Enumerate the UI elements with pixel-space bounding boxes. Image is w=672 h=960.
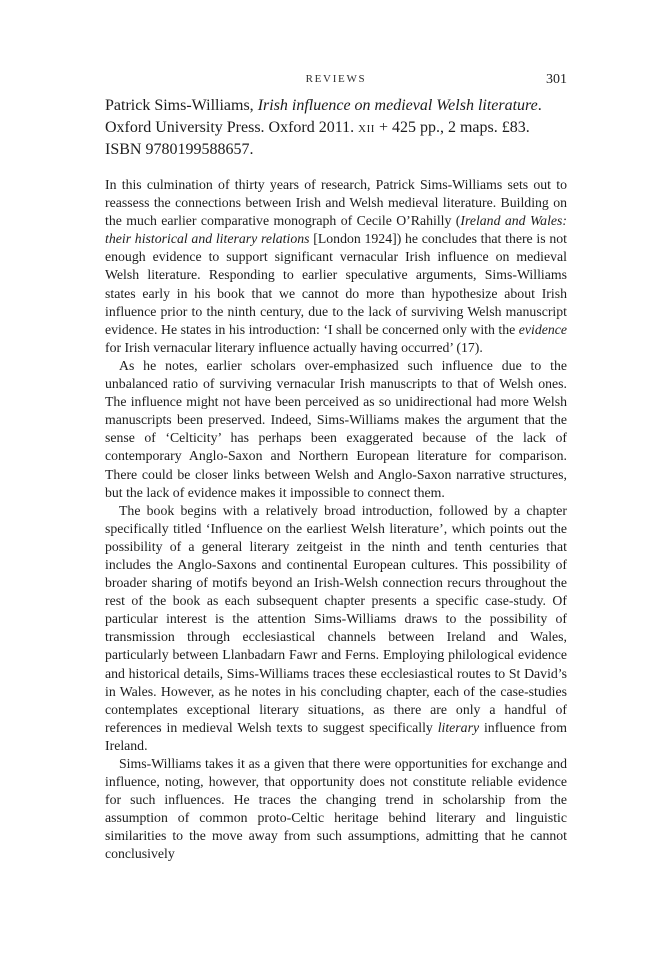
text-segment: literary — [437, 719, 480, 735]
text-segment: xii — [358, 119, 375, 136]
text-segment: As he notes, earlier scholars over-emphasized such influence due to the unbalanced ratio of surviving vernacular Irish manuscripts to that of Welsh ones. The influence might not have been perceived as so unidirectional had more Welsh manuscripts been preserved. Indeed, Sims-Williams makes the argument that the sense of ‘Celticity’ has perhaps been exaggerated because of the lack of contemporary Anglo-Saxon and Northern European literature for comparison. There could be closer links between Welsh and Anglo-Saxon narrative structures, but the lack of evidence makes it impossible to connect them. — [105, 357, 567, 500]
text-segment: Sims-Williams takes it as a given that there were opportunities for exchange and influence, noting, however, that opportunity does not constitute reliable evidence for such influences. He traces the changing trend in scholarship from the assumption of common proto-Celtic heritage behind literary and linguistic similarities to the move away from such assumptions, admitting that he cannot conclusively — [105, 756, 567, 862]
text-segment: Irish influence on medieval Welsh literature — [257, 97, 538, 114]
text-segment: Ireland and Wales: their historical and literary relations — [105, 213, 567, 247]
text-segment: for Irish vernacular literary influence actually having occurred’ (17). — [105, 339, 483, 355]
paragraph-2 — [105, 357, 567, 502]
text-segment: evidence — [518, 321, 567, 337]
text-segment: + 425 pp., 2 maps. £83. ISBN 9780199588657. — [105, 119, 530, 158]
text-segment: The book begins with a relatively broad introduction, followed by a chapter specifically titled ‘Influence on the earliest Welsh literature’, which points out the possibility of a general literary zeitgeist in the ninth and tenth centuries that includes the Anglo-Saxons and continental European cultures. This possibility of broader sharing of motifs beyond an Irish-Welsh connection recurs throughout the rest of the book as each subsequent chapter presents a specific case-study. Of particular interest is the attention Sims-Williams draws to the possibility of transmission through ecclesiastical channels between Ireland and Wales, particularly between Llanbadarn Fawr and Ferns. Employing philological evidence and historical details, Sims-Williams traces these ecclesiastical routes to St David’s in Wales. However, as he notes in his concluding chapter, each of the case-studies contemplates exceptional literary situations, as there are only a handful of references in medieval Welsh texts to suggest specifically — [105, 502, 567, 735]
text-segment: influence from Ireland. — [105, 719, 567, 753]
text-segment: In this culmination of thirty years of research, Patrick Sims-Williams sets out to reassess the connections between Irish and Welsh medieval literature. Building on the much earlier comparative monograph of Cecile O’Rahilly ( — [105, 177, 567, 229]
text-segment: [London 1924]) he concludes that there is not enough evidence to support significant vernacular Irish influence on medieval Welsh literature. Responding to earlier speculative arguments, Sims-Williams states early in his book that we cannot do more than hypothesize about Irish influence prior to the ninth century, due to the lack of surviving Welsh manuscript evidence. He states in his introduction: ‘I shall be concerned only with the — [105, 231, 567, 337]
text-segment: Patrick Sims-Williams, — [105, 97, 258, 114]
page-header — [105, 72, 567, 88]
review-text — [105, 176, 567, 864]
paragraph-3 — [105, 502, 567, 755]
paragraph-4 — [105, 755, 567, 864]
running-title: REVIEWS — [305, 73, 367, 85]
book-citation — [105, 95, 567, 161]
paragraph-1 — [105, 176, 567, 357]
text-segment: . Oxford University Press. Oxford 2011. — [105, 97, 542, 136]
page-number: 301 — [546, 72, 567, 87]
